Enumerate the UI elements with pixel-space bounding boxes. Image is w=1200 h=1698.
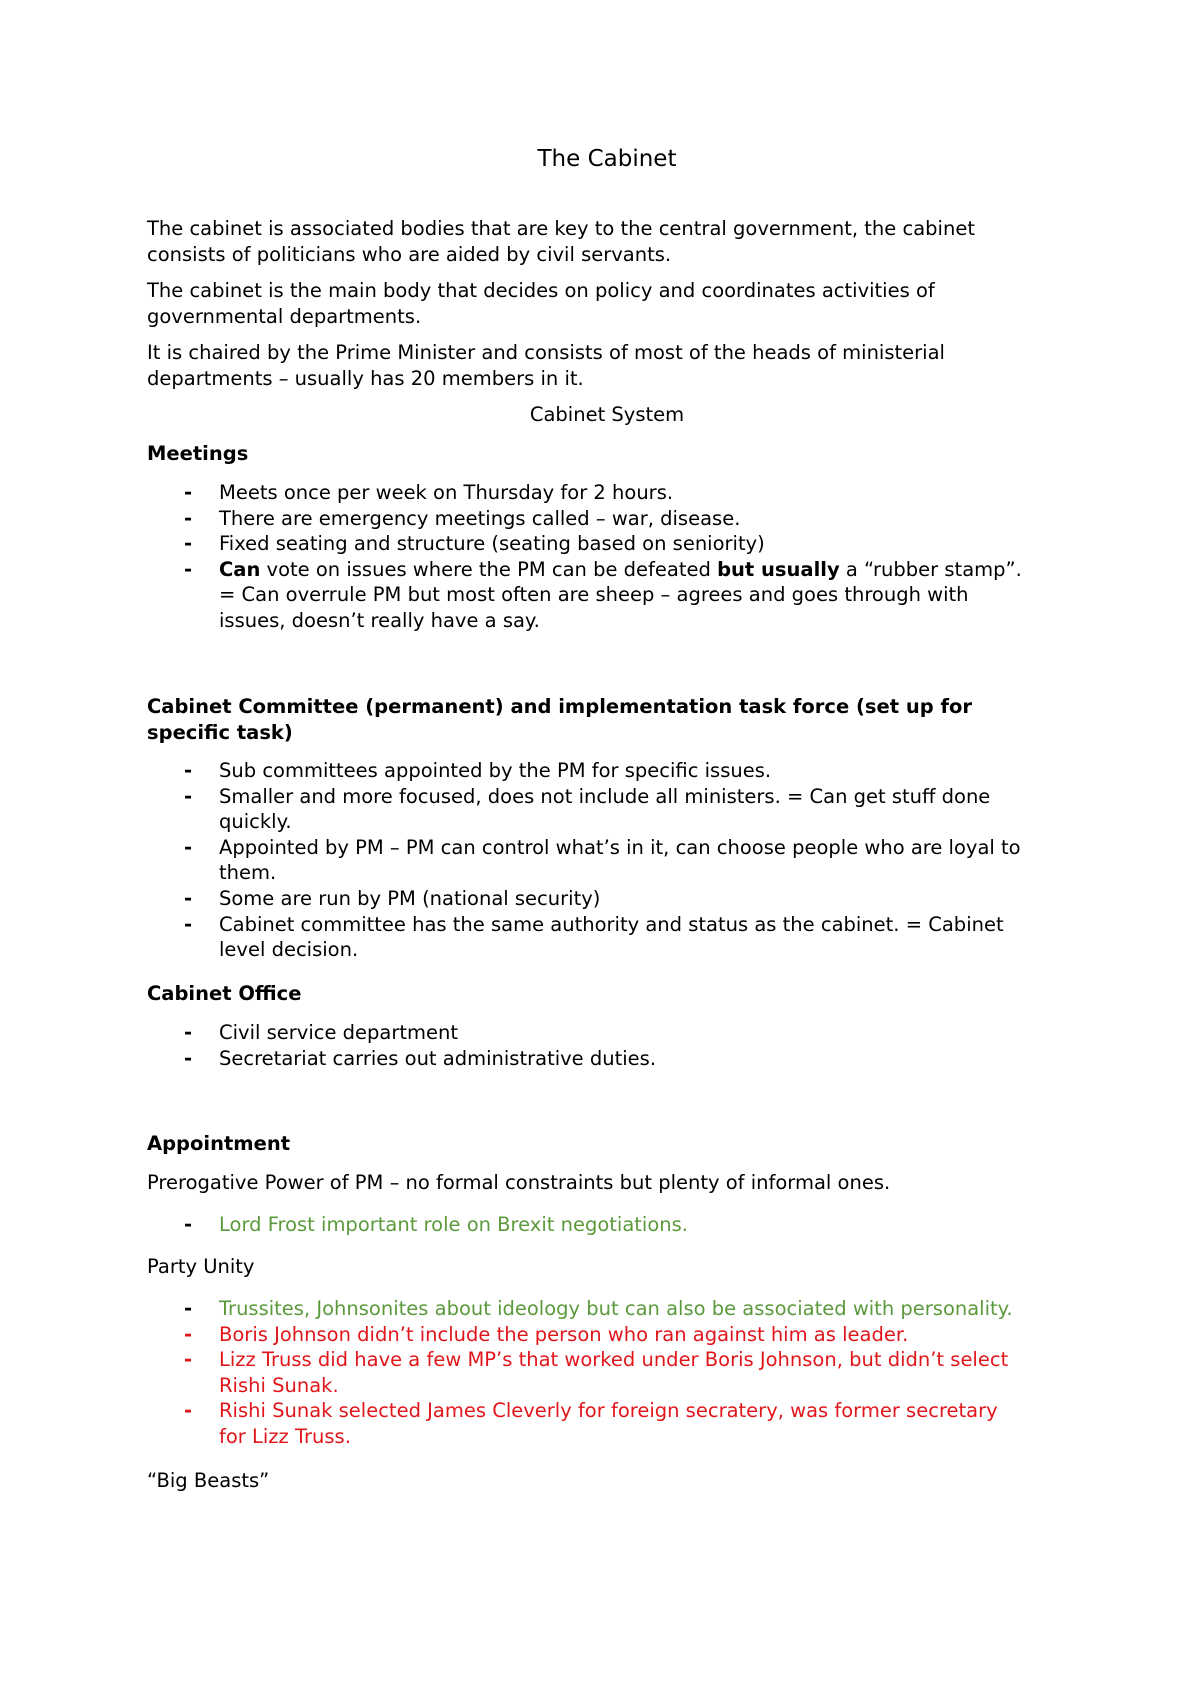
bullet-dash: -: [184, 481, 193, 504]
bullet-dash: -: [184, 1046, 193, 1070]
bullet-dash: -: [184, 506, 193, 530]
list-item: - Secretariat carries out administrative duties.: [184, 1046, 657, 1070]
list-item: - Can vote on issues where the PM can be defeated but usually a “rubber stamp”. = Can overrule PM but most often are sheep – agrees and goes through with issues, doesn’t really have a say.: [184, 557, 1022, 632]
list-item: - Some are run by PM (national security): [184, 886, 601, 910]
list-item: - Rishi Sunak selected James Cleverly for foreign secratery, was former secretary for Lizz Truss.: [184, 1399, 998, 1448]
bullet-dash: -: [184, 759, 193, 782]
section-subtitle: Cabinet System: [529, 403, 685, 426]
bullet-dash: -: [184, 532, 193, 556]
list-item: - There are emergency meetings called – war, disease.: [184, 506, 741, 530]
bullet-dash: -: [184, 835, 193, 859]
meetings-heading: Meetings: [147, 442, 249, 465]
bullet-dash: -: [184, 1399, 193, 1423]
appointment-heading: Appointment: [147, 1132, 291, 1155]
intro-paragraph-1: The cabinet is associated bodies that are key to the central government, the cabinet consists of politicians who are aided by civil servants.: [147, 217, 975, 266]
appointment-list: [147, 1212, 1067, 1238]
list-item: - Trussites, Johnsonites about ideology but can also be associated with personality.: [184, 1297, 1013, 1320]
list-item: - Sub committees appointed by the PM for specific issues.: [184, 759, 772, 782]
bullet-dash: -: [184, 784, 193, 808]
bullet-dash: -: [184, 1348, 193, 1372]
bullet-dash: -: [184, 912, 193, 936]
party-unity-list: [147, 1296, 1067, 1450]
committee-list: [147, 758, 1067, 963]
list-item: - Lizz Truss did have a few MP’s that worked under Boris Johnson, but didn’t select Rishi Sunak.: [184, 1348, 1009, 1397]
list-item: - Boris Johnson didn’t include the person who ran against him as leader.: [184, 1322, 909, 1346]
bullet-dash: -: [184, 1213, 193, 1236]
list-item: - Smaller and more focused, does not include all ministers. = Can get stuff done quickly.: [184, 784, 991, 834]
committee-heading: Cabinet Committee (permanent) and implementation task force (set up for specific task): [147, 695, 972, 744]
bullet-dash: -: [184, 1021, 193, 1044]
office-heading: Cabinet Office: [147, 982, 302, 1005]
bullet-dash: -: [184, 886, 193, 910]
bullet-dash: -: [184, 1297, 193, 1320]
list-item: - Cabinet committee has the same authority and status as the cabinet. = Cabinet level decision.: [184, 912, 1004, 962]
intro-paragraph-2: The cabinet is the main body that decides on policy and coordinates activities of governmental departments.: [147, 279, 935, 328]
list-item: - Lord Frost important role on Brexit negotiations.: [184, 1213, 688, 1236]
list-item: - Fixed seating and structure (seating based on seniority): [184, 532, 765, 556]
bullet-dash: -: [184, 1322, 193, 1346]
party-unity-label: Party Unity: [147, 1255, 255, 1278]
list-item: - Appointed by PM – PM can control what’s in it, can choose people who are loyal to them.: [184, 835, 1021, 885]
office-list: [147, 1020, 1067, 1071]
list-item: - Meets once per week on Thursday for 2 hours.: [184, 481, 674, 504]
meetings-list: [147, 480, 1067, 634]
big-beasts-label: “Big Beasts”: [147, 1469, 270, 1492]
bullet-dash: -: [184, 557, 193, 581]
appointment-text: Prerogative Power of PM – no formal constraints but plenty of informal ones.: [147, 1171, 891, 1194]
list-item: - Civil service department: [184, 1021, 459, 1044]
intro-paragraph-3: It is chaired by the Prime Minister and consists of most of the heads of ministerial departments – usually has 20 members in it.: [147, 341, 945, 390]
document-title: The Cabinet: [537, 146, 677, 172]
